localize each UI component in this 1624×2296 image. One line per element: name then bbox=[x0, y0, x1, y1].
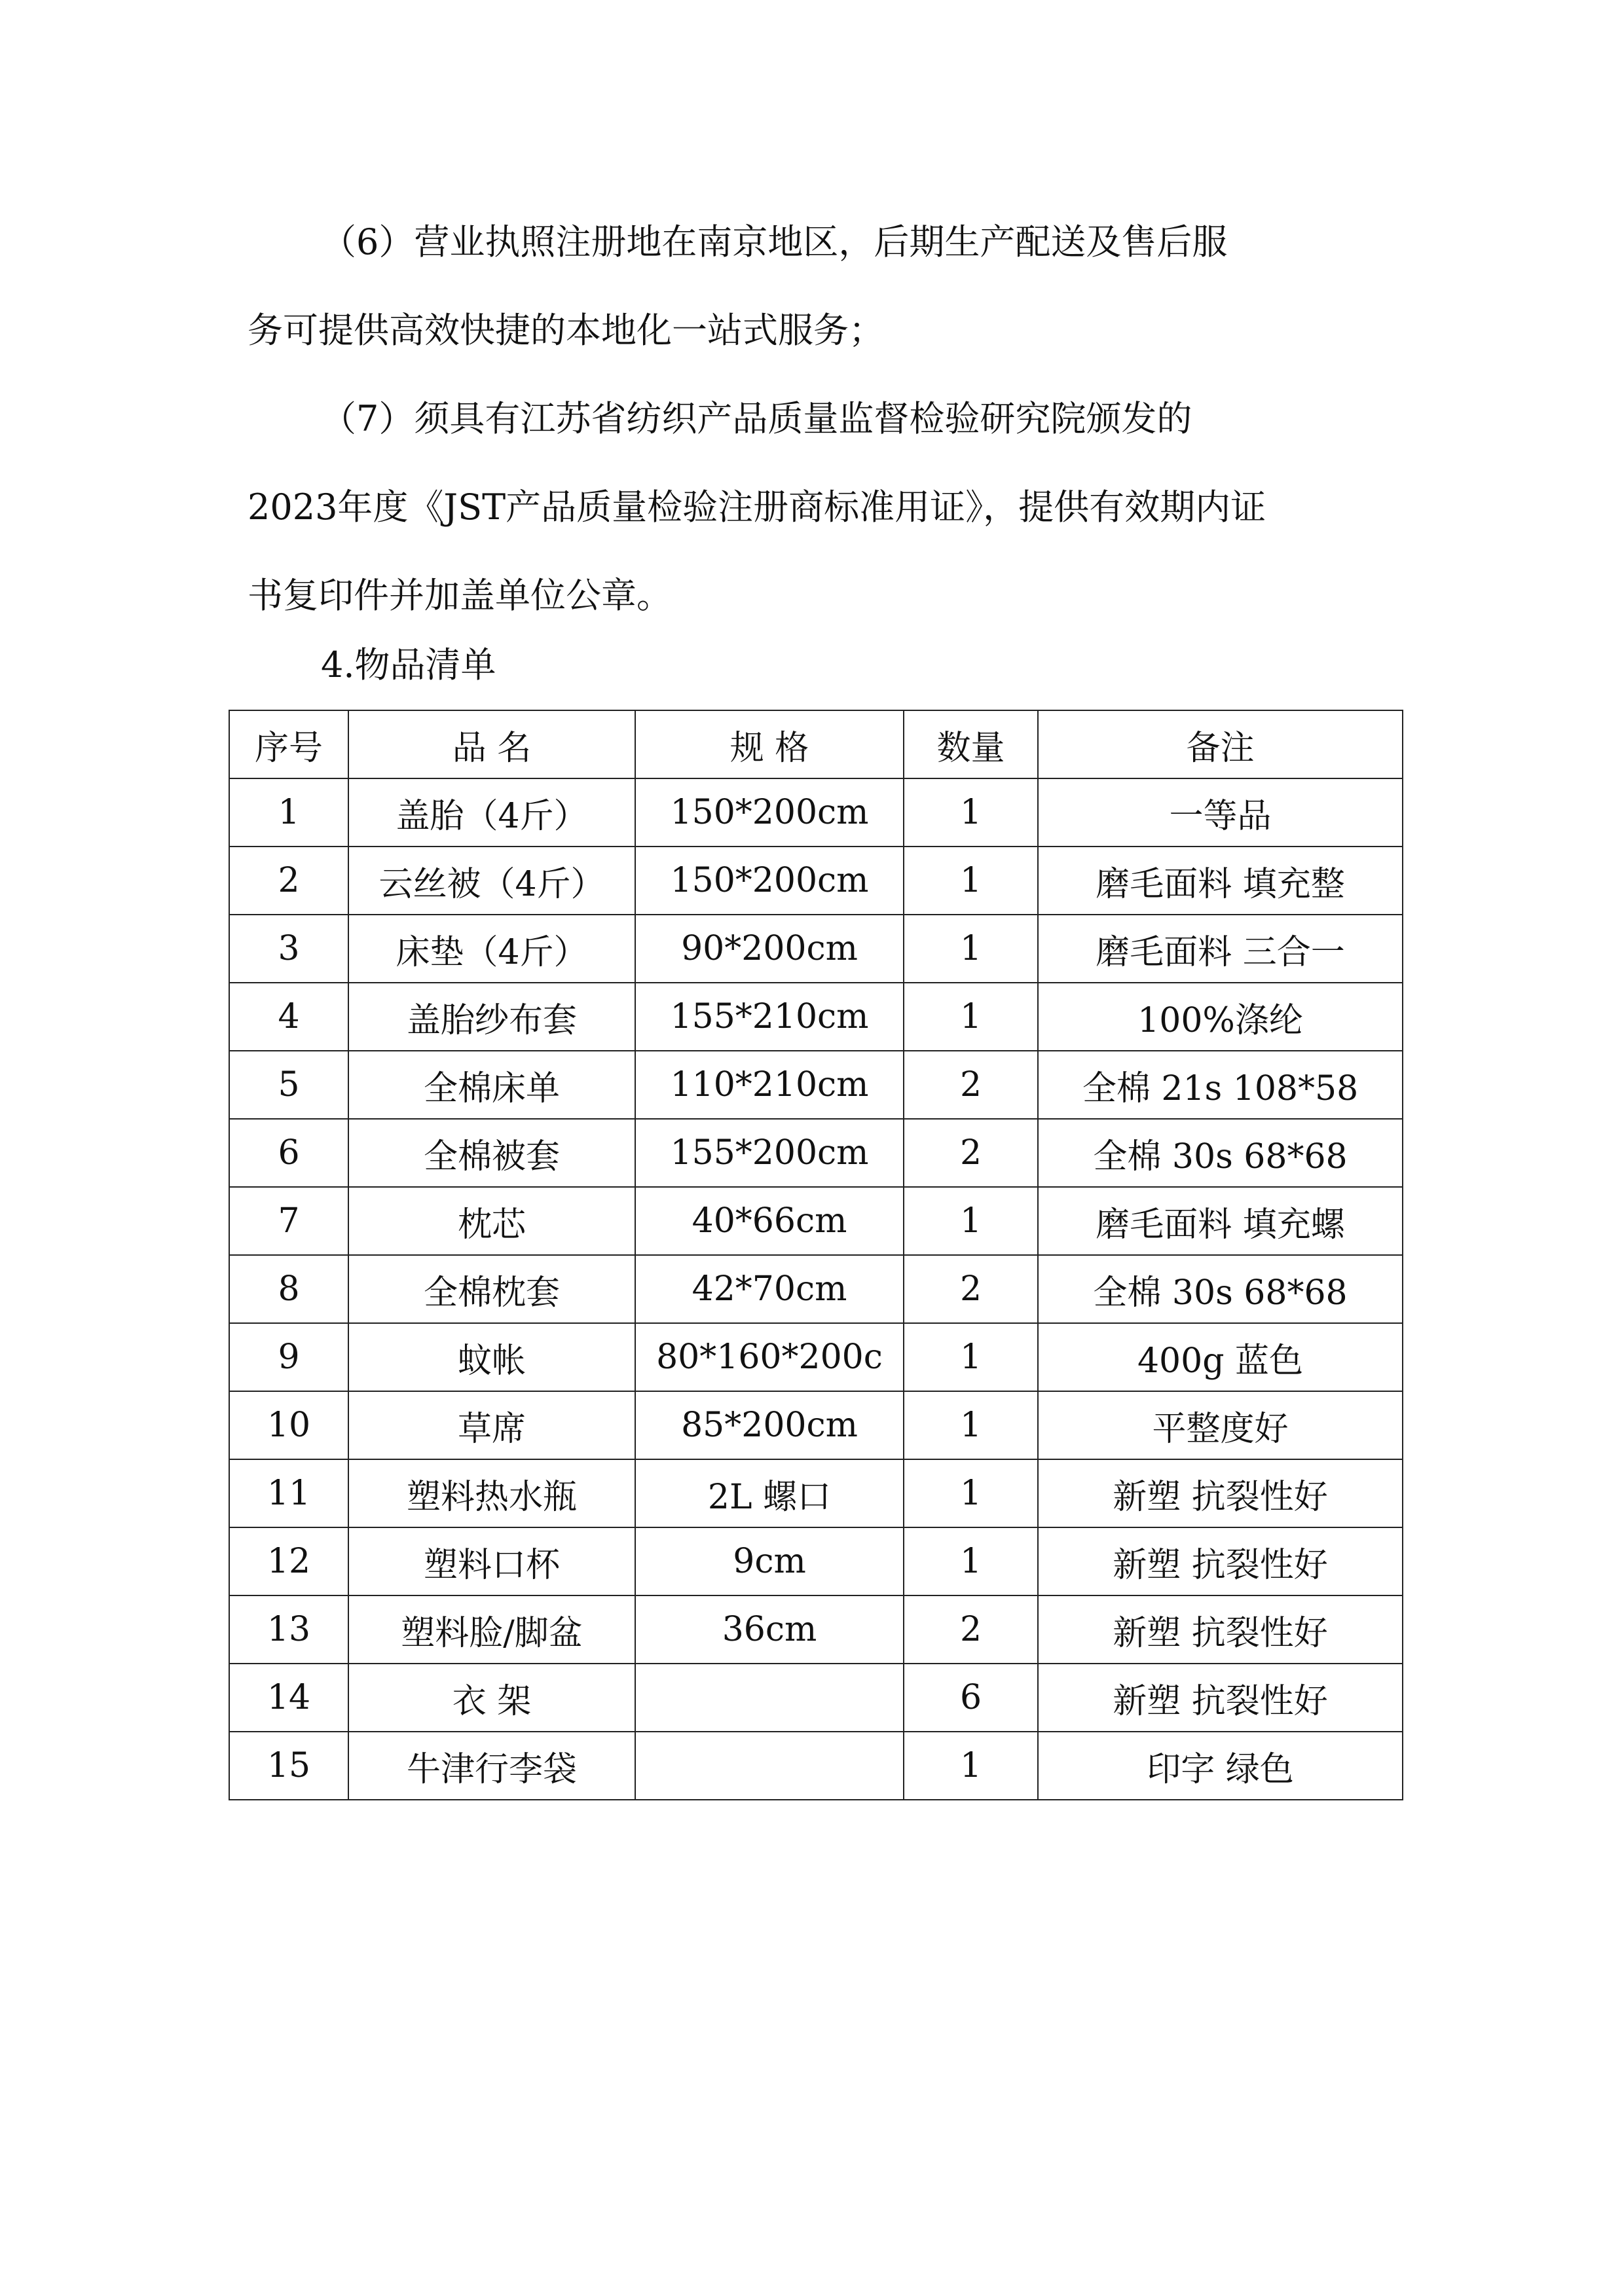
paragraph-item-6 bbox=[248, 198, 1387, 374]
cell-name: 床垫（4斤） bbox=[348, 915, 635, 983]
cell-no: 6 bbox=[229, 1119, 348, 1187]
cell-qty: 2 bbox=[904, 1119, 1038, 1187]
table-row bbox=[229, 847, 1403, 915]
header-note: 备注 bbox=[1038, 710, 1403, 778]
cell-name: 全棉床单 bbox=[348, 1051, 635, 1119]
cell-spec: 2L 螺口 bbox=[635, 1459, 904, 1527]
cell-qty: 6 bbox=[904, 1664, 1038, 1732]
cell-no: 13 bbox=[229, 1595, 348, 1664]
cell-note: 400g 蓝色 bbox=[1038, 1323, 1403, 1391]
cell-qty: 1 bbox=[904, 778, 1038, 847]
paragraph-line: （6）营业执照注册地在南京地区，后期生产配送及售后服 bbox=[321, 221, 1228, 263]
paragraph-line: （7）须具有江苏省纺织产品质量监督检验研究院颁发的 bbox=[321, 398, 1192, 439]
cell-qty: 1 bbox=[904, 1732, 1038, 1800]
table-row bbox=[229, 1732, 1403, 1800]
cell-name: 云丝被（4斤） bbox=[348, 847, 635, 915]
cell-qty: 2 bbox=[904, 1051, 1038, 1119]
cell-note: 一等品 bbox=[1038, 778, 1403, 847]
cell-no: 4 bbox=[229, 983, 348, 1051]
cell-spec: 85*200cm bbox=[635, 1391, 904, 1459]
cell-no: 10 bbox=[229, 1391, 348, 1459]
cell-spec: 150*200cm bbox=[635, 778, 904, 847]
cell-note: 全棉 21s 108*58 bbox=[1038, 1051, 1403, 1119]
cell-spec: 155*200cm bbox=[635, 1119, 904, 1187]
header-no: 序号 bbox=[229, 710, 348, 778]
cell-no: 3 bbox=[229, 915, 348, 983]
cell-name: 盖胎纱布套 bbox=[348, 983, 635, 1051]
cell-name: 塑料脸/脚盆 bbox=[348, 1595, 635, 1664]
cell-no: 11 bbox=[229, 1459, 348, 1527]
cell-qty: 1 bbox=[904, 847, 1038, 915]
cell-qty: 2 bbox=[904, 1595, 1038, 1664]
cell-name: 蚊帐 bbox=[348, 1323, 635, 1391]
section-title: 4.物品清单 bbox=[321, 644, 496, 685]
table-row bbox=[229, 1664, 1403, 1732]
cell-spec: 9cm bbox=[635, 1527, 904, 1595]
cell-qty: 1 bbox=[904, 1323, 1038, 1391]
cell-qty: 1 bbox=[904, 983, 1038, 1051]
cell-no: 1 bbox=[229, 778, 348, 847]
cell-name: 塑料热水瓶 bbox=[348, 1459, 635, 1527]
cell-name: 牛津行李袋 bbox=[348, 1732, 635, 1800]
cell-note: 印字 绿色 bbox=[1038, 1732, 1403, 1800]
table-row bbox=[229, 1459, 1403, 1527]
cell-spec: 80*160*200c bbox=[635, 1323, 904, 1391]
cell-spec bbox=[635, 1732, 904, 1800]
cell-no: 9 bbox=[229, 1323, 348, 1391]
table-row bbox=[229, 1595, 1403, 1664]
table-row bbox=[229, 1255, 1403, 1323]
cell-note: 全棉 30s 68*68 bbox=[1038, 1255, 1403, 1323]
cell-no: 8 bbox=[229, 1255, 348, 1323]
cell-qty: 1 bbox=[904, 915, 1038, 983]
cell-spec: 36cm bbox=[635, 1595, 904, 1664]
cell-spec bbox=[635, 1664, 904, 1732]
table-row bbox=[229, 1119, 1403, 1187]
table-row bbox=[229, 778, 1403, 847]
header-spec: 规 格 bbox=[635, 710, 904, 778]
cell-spec: 155*210cm bbox=[635, 983, 904, 1051]
paragraph-line: 务可提供高效快捷的本地化一站式服务； bbox=[248, 310, 884, 351]
cell-note: 新塑 抗裂性好 bbox=[1038, 1595, 1403, 1664]
table-row bbox=[229, 1323, 1403, 1391]
cell-no: 7 bbox=[229, 1187, 348, 1255]
cell-name: 草席 bbox=[348, 1391, 635, 1459]
cell-note: 新塑 抗裂性好 bbox=[1038, 1664, 1403, 1732]
cell-spec: 42*70cm bbox=[635, 1255, 904, 1323]
cell-note: 磨毛面料 三合一 bbox=[1038, 915, 1403, 983]
table-row bbox=[229, 915, 1403, 983]
table-row bbox=[229, 1187, 1403, 1255]
cell-qty: 1 bbox=[904, 1391, 1038, 1459]
table-row bbox=[229, 1051, 1403, 1119]
header-qty: 数量 bbox=[904, 710, 1038, 778]
cell-no: 5 bbox=[229, 1051, 348, 1119]
table-row bbox=[229, 1391, 1403, 1459]
cell-note: 磨毛面料 填充整 bbox=[1038, 847, 1403, 915]
paragraph-line: 书复印件并加盖单位公章。 bbox=[248, 575, 672, 616]
cell-name: 盖胎（4斤） bbox=[348, 778, 635, 847]
paragraph-line: 2023年度《JST产品质量检验注册商标准用证》，提供有效期内证 bbox=[248, 486, 1266, 528]
cell-qty: 1 bbox=[904, 1527, 1038, 1595]
cell-spec: 40*66cm bbox=[635, 1187, 904, 1255]
cell-no: 15 bbox=[229, 1732, 348, 1800]
table-row bbox=[229, 1527, 1403, 1595]
cell-spec: 90*200cm bbox=[635, 915, 904, 983]
cell-note: 新塑 抗裂性好 bbox=[1038, 1527, 1403, 1595]
paragraph-item-7 bbox=[248, 374, 1387, 640]
cell-note: 磨毛面料 填充螺 bbox=[1038, 1187, 1403, 1255]
cell-note: 平整度好 bbox=[1038, 1391, 1403, 1459]
cell-qty: 2 bbox=[904, 1255, 1038, 1323]
cell-name: 衣 架 bbox=[348, 1664, 635, 1732]
cell-name: 塑料口杯 bbox=[348, 1527, 635, 1595]
cell-note: 100%涤纶 bbox=[1038, 983, 1403, 1051]
cell-spec: 150*200cm bbox=[635, 847, 904, 915]
cell-note: 新塑 抗裂性好 bbox=[1038, 1459, 1403, 1527]
item-list-table bbox=[229, 710, 1403, 1800]
cell-spec: 110*210cm bbox=[635, 1051, 904, 1119]
cell-no: 12 bbox=[229, 1527, 348, 1595]
table-header-row bbox=[229, 710, 1403, 778]
header-name: 品 名 bbox=[348, 710, 635, 778]
cell-name: 全棉枕套 bbox=[348, 1255, 635, 1323]
cell-qty: 1 bbox=[904, 1187, 1038, 1255]
cell-no: 14 bbox=[229, 1664, 348, 1732]
cell-qty: 1 bbox=[904, 1459, 1038, 1527]
cell-name: 全棉被套 bbox=[348, 1119, 635, 1187]
cell-name: 枕芯 bbox=[348, 1187, 635, 1255]
cell-no: 2 bbox=[229, 847, 348, 915]
cell-note: 全棉 30s 68*68 bbox=[1038, 1119, 1403, 1187]
table-row bbox=[229, 983, 1403, 1051]
